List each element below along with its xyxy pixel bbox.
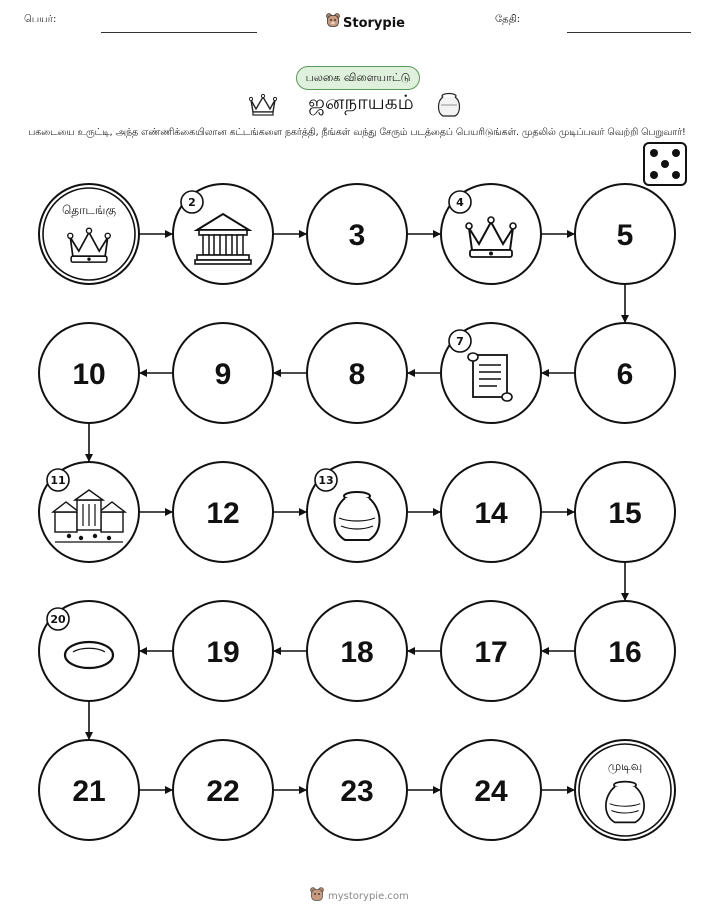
name-label: பெயர்: [24, 14, 57, 25]
bear-icon [310, 887, 324, 906]
board-space-16[interactable] [575, 601, 675, 701]
space-number: 15 [608, 497, 642, 530]
space-number: 6 [616, 358, 634, 391]
space-number: 5 [616, 219, 634, 252]
board-space-19[interactable] [173, 601, 273, 701]
board-space-17[interactable] [441, 601, 541, 701]
board-space-5[interactable] [575, 184, 675, 284]
space-number: 17 [474, 636, 508, 669]
stone-icon [65, 642, 113, 668]
space-number: 13 [318, 474, 334, 487]
page-title: ஜனநாயகம் [308, 90, 414, 114]
space-number: 16 [608, 636, 642, 669]
board-space-24[interactable] [441, 740, 541, 840]
space-number: 9 [214, 358, 232, 391]
board-space-21[interactable] [39, 740, 139, 840]
game-type-badge: பலகை விளையாட்டு [296, 66, 420, 90]
space-number: 23 [340, 775, 374, 808]
footer-site: mystorypie.com [328, 891, 409, 902]
space-number: 22 [206, 775, 240, 808]
space-number: 7 [456, 335, 464, 348]
board-space-11[interactable] [39, 462, 139, 562]
board-space-20[interactable] [39, 601, 139, 701]
board-space-10[interactable] [39, 323, 139, 423]
space-number: 3 [348, 219, 366, 252]
board-space-15[interactable] [575, 462, 675, 562]
instructions: பகடையை உருட்டி, அந்த எண்ணிக்கையிலான கட்டங்களை நகர்த்தி, நீங்கள் வந்து சேரும் படத்தைப் பெயரிடுங்கள். முதலில் முடிப்பவர் வெற்றி பெறுவார்! [28, 127, 686, 138]
space-number: 24 [474, 775, 508, 808]
board-space-23[interactable] [307, 740, 407, 840]
finish-space[interactable] [575, 740, 675, 840]
board-space-4[interactable] [441, 184, 541, 284]
finish-label: முடிவு [607, 759, 643, 773]
board-space-6[interactable] [575, 323, 675, 423]
board-space-7[interactable] [441, 323, 541, 423]
space-number: 20 [50, 613, 66, 626]
start-space[interactable] [39, 184, 139, 284]
date-label: தேதி: [495, 14, 521, 25]
board-space-2[interactable] [173, 184, 273, 284]
start-label: தொடங்கு [61, 203, 117, 217]
board-space-13[interactable] [307, 462, 407, 562]
scroll-icon [468, 353, 512, 401]
space-number: 11 [50, 474, 66, 487]
space-number: 18 [340, 636, 374, 669]
space-number: 21 [72, 775, 106, 808]
board-space-12[interactable] [173, 462, 273, 562]
board-space-9[interactable] [173, 323, 273, 423]
board-space-8[interactable] [307, 323, 407, 423]
space-number: 8 [348, 358, 366, 391]
footer [310, 887, 409, 906]
board-space-18[interactable] [307, 601, 407, 701]
space-number: 2 [188, 196, 196, 209]
board-space-22[interactable] [173, 740, 273, 840]
space-number: 4 [456, 196, 464, 209]
space-number: 19 [206, 636, 240, 669]
brand-name: Storypie [343, 15, 405, 31]
space-number: 10 [72, 358, 106, 391]
board-space-14[interactable] [441, 462, 541, 562]
space-number: 12 [206, 497, 240, 530]
space-number: 14 [474, 497, 508, 530]
board-space-3[interactable] [307, 184, 407, 284]
